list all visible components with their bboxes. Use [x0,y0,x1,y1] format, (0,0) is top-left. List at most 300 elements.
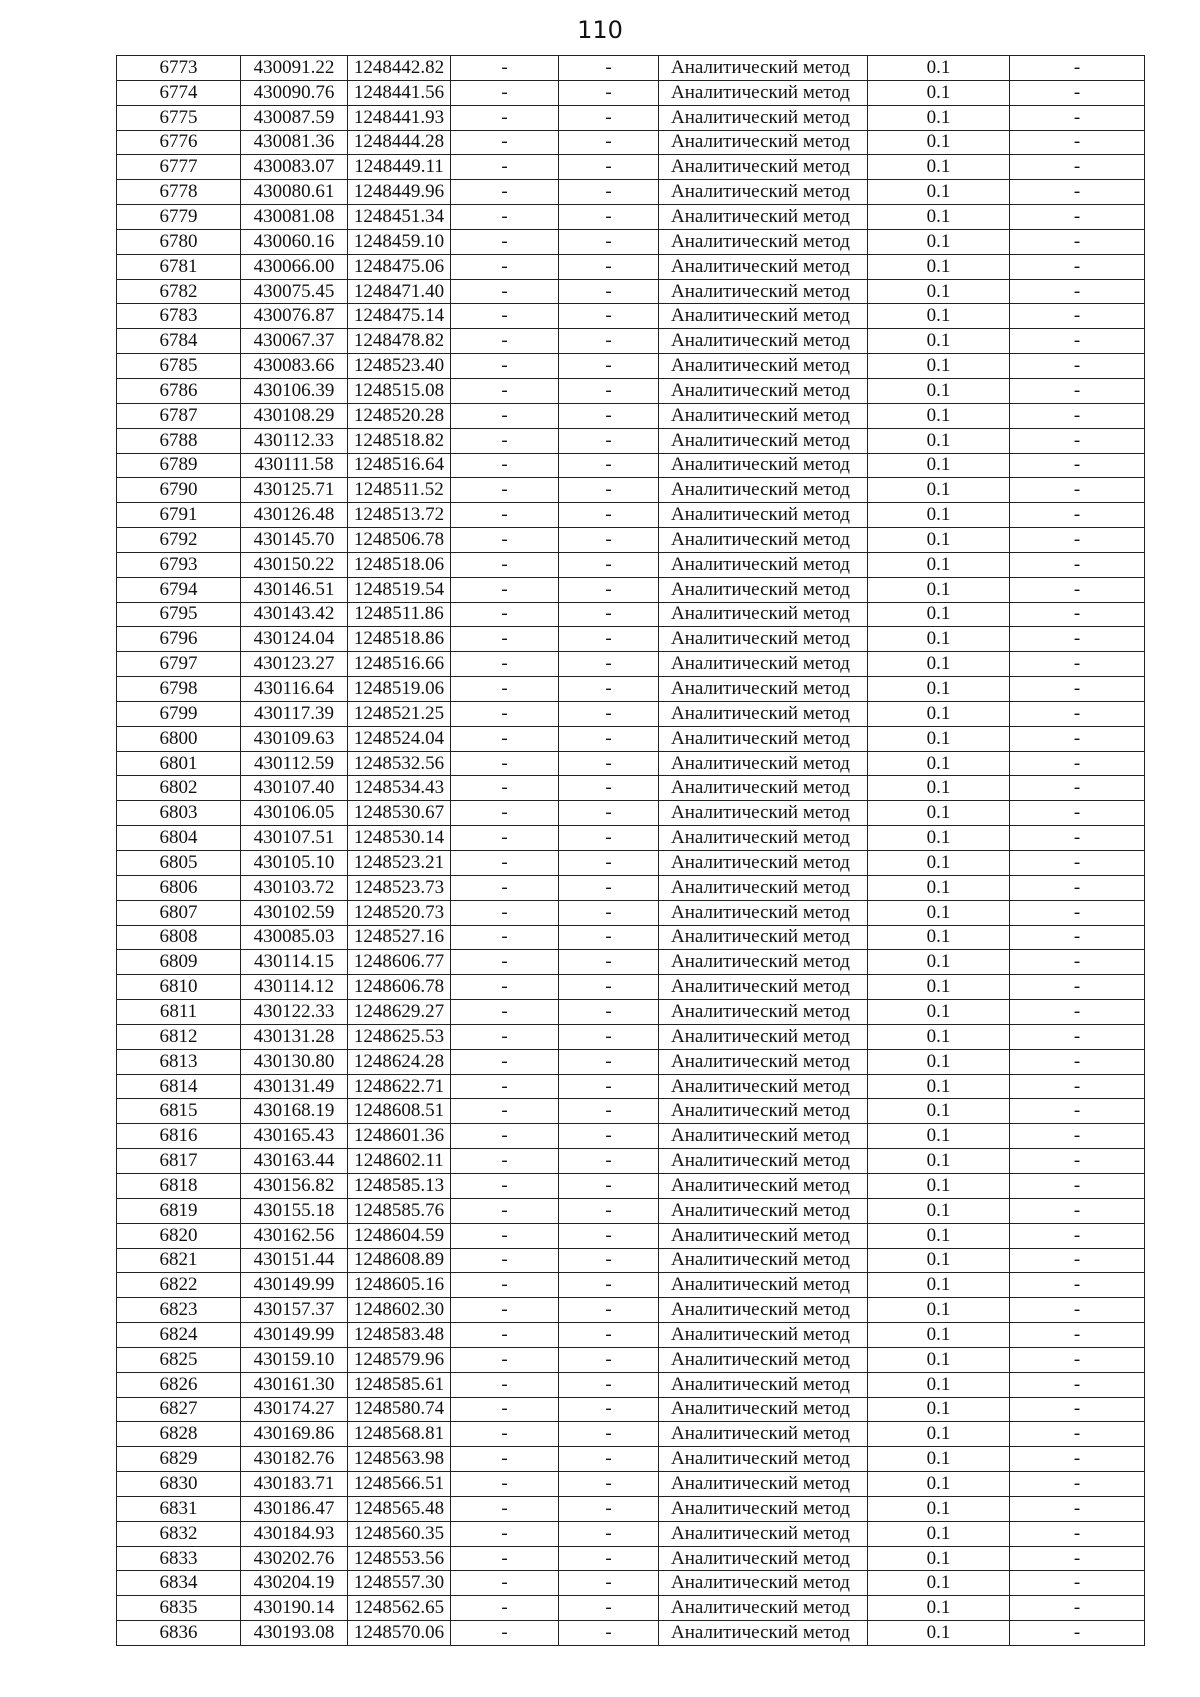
point-number-cell: 6790 [117,478,241,503]
dash-cell: - [559,378,659,403]
dash-cell: - [1010,1099,1145,1124]
dash-cell: - [451,1074,559,1099]
y-coordinate-cell: 1248524.04 [348,726,451,751]
x-coordinate-cell: 430102.59 [241,900,348,925]
accuracy-cell: 0.1 [868,1546,1010,1571]
dash-cell: - [451,925,559,950]
accuracy-cell: 0.1 [868,1472,1010,1497]
y-coordinate-cell: 1248444.28 [348,130,451,155]
accuracy-cell: 0.1 [868,1223,1010,1248]
dash-cell: - [559,602,659,627]
table-row [117,875,1145,900]
dash-cell: - [1010,1173,1145,1198]
dash-cell: - [1010,1223,1145,1248]
table-row [117,1496,1145,1521]
table-row [117,1248,1145,1273]
dash-cell: - [451,577,559,602]
accuracy-cell: 0.1 [868,1149,1010,1174]
x-coordinate-cell: 430190.14 [241,1596,348,1621]
method-cell: Аналитический метод [659,105,868,130]
dash-cell: - [559,56,659,81]
dash-cell: - [1010,378,1145,403]
method-cell: Аналитический метод [659,155,868,180]
dash-cell: - [1010,1149,1145,1174]
x-coordinate-cell: 430149.99 [241,1323,348,1348]
dash-cell: - [559,1372,659,1397]
y-coordinate-cell: 1248442.82 [348,56,451,81]
point-number-cell: 6811 [117,1000,241,1025]
accuracy-cell: 0.1 [868,229,1010,254]
method-cell: Аналитический метод [659,304,868,329]
table-row [117,1198,1145,1223]
dash-cell: - [559,1496,659,1521]
accuracy-cell: 0.1 [868,378,1010,403]
y-coordinate-cell: 1248521.25 [348,701,451,726]
dash-cell: - [451,1521,559,1546]
accuracy-cell: 0.1 [868,1000,1010,1025]
x-coordinate-cell: 430107.51 [241,826,348,851]
table-row [117,205,1145,230]
accuracy-cell: 0.1 [868,80,1010,105]
accuracy-cell: 0.1 [868,1049,1010,1074]
method-cell: Аналитический метод [659,652,868,677]
y-coordinate-cell: 1248604.59 [348,1223,451,1248]
y-coordinate-cell: 1248478.82 [348,329,451,354]
method-cell: Аналитический метод [659,577,868,602]
x-coordinate-cell: 430081.36 [241,130,348,155]
method-cell: Аналитический метод [659,1496,868,1521]
accuracy-cell: 0.1 [868,652,1010,677]
method-cell: Аналитический метод [659,1198,868,1223]
accuracy-cell: 0.1 [868,801,1010,826]
dash-cell: - [451,403,559,428]
point-number-cell: 6774 [117,80,241,105]
method-cell: Аналитический метод [659,677,868,702]
dash-cell: - [1010,1546,1145,1571]
y-coordinate-cell: 1248475.14 [348,304,451,329]
point-number-cell: 6805 [117,851,241,876]
dash-cell: - [1010,1024,1145,1049]
point-number-cell: 6803 [117,801,241,826]
dash-cell: - [559,677,659,702]
y-coordinate-cell: 1248562.65 [348,1596,451,1621]
table-row [117,1223,1145,1248]
table-body [117,56,1145,1646]
y-coordinate-cell: 1248570.06 [348,1621,451,1646]
dash-cell: - [451,1024,559,1049]
point-number-cell: 6827 [117,1397,241,1422]
point-number-cell: 6786 [117,378,241,403]
dash-cell: - [1010,751,1145,776]
y-coordinate-cell: 1248449.11 [348,155,451,180]
method-cell: Аналитический метод [659,1049,868,1074]
table-row [117,627,1145,652]
method-cell: Аналитический метод [659,1248,868,1273]
dash-cell: - [451,701,559,726]
table-row [117,1049,1145,1074]
dash-cell: - [451,851,559,876]
x-coordinate-cell: 430156.82 [241,1173,348,1198]
table-row [117,751,1145,776]
accuracy-cell: 0.1 [868,1248,1010,1273]
dash-cell: - [1010,503,1145,528]
dash-cell: - [1010,652,1145,677]
table-row [117,1397,1145,1422]
accuracy-cell: 0.1 [868,1298,1010,1323]
y-coordinate-cell: 1248516.66 [348,652,451,677]
accuracy-cell: 0.1 [868,726,1010,751]
point-number-cell: 6779 [117,205,241,230]
accuracy-cell: 0.1 [868,1198,1010,1223]
dash-cell: - [559,1323,659,1348]
dash-cell: - [559,80,659,105]
dash-cell: - [451,1546,559,1571]
dash-cell: - [451,776,559,801]
method-cell: Аналитический метод [659,1099,868,1124]
table-row [117,1323,1145,1348]
dash-cell: - [559,1447,659,1472]
point-number-cell: 6804 [117,826,241,851]
x-coordinate-cell: 430075.45 [241,279,348,304]
x-coordinate-cell: 430080.61 [241,180,348,205]
dash-cell: - [451,304,559,329]
y-coordinate-cell: 1248518.06 [348,552,451,577]
dash-cell: - [1010,80,1145,105]
method-cell: Аналитический метод [659,229,868,254]
y-coordinate-cell: 1248516.64 [348,453,451,478]
table-row [117,975,1145,1000]
table-row [117,528,1145,553]
y-coordinate-cell: 1248530.67 [348,801,451,826]
accuracy-cell: 0.1 [868,1273,1010,1298]
x-coordinate-cell: 430131.28 [241,1024,348,1049]
method-cell: Аналитический метод [659,403,868,428]
accuracy-cell: 0.1 [868,279,1010,304]
method-cell: Аналитический метод [659,528,868,553]
dash-cell: - [559,1099,659,1124]
dash-cell: - [451,528,559,553]
dash-cell: - [451,1347,559,1372]
accuracy-cell: 0.1 [868,875,1010,900]
dash-cell: - [451,378,559,403]
y-coordinate-cell: 1248624.28 [348,1049,451,1074]
dash-cell: - [1010,1521,1145,1546]
x-coordinate-cell: 430161.30 [241,1372,348,1397]
x-coordinate-cell: 430108.29 [241,403,348,428]
point-number-cell: 6814 [117,1074,241,1099]
accuracy-cell: 0.1 [868,776,1010,801]
accuracy-cell: 0.1 [868,975,1010,1000]
dash-cell: - [1010,279,1145,304]
accuracy-cell: 0.1 [868,304,1010,329]
dash-cell: - [559,701,659,726]
accuracy-cell: 0.1 [868,180,1010,205]
point-number-cell: 6834 [117,1571,241,1596]
table-row [117,1521,1145,1546]
point-number-cell: 6836 [117,1621,241,1646]
table-row [117,155,1145,180]
dash-cell: - [451,180,559,205]
point-number-cell: 6810 [117,975,241,1000]
dash-cell: - [559,155,659,180]
table-row [117,354,1145,379]
accuracy-cell: 0.1 [868,1024,1010,1049]
dash-cell: - [1010,627,1145,652]
accuracy-cell: 0.1 [868,627,1010,652]
dash-cell: - [451,1273,559,1298]
table-row [117,478,1145,503]
dash-cell: - [451,652,559,677]
table-row [117,900,1145,925]
x-coordinate-cell: 430060.16 [241,229,348,254]
dash-cell: - [1010,478,1145,503]
dash-cell: - [559,229,659,254]
x-coordinate-cell: 430168.19 [241,1099,348,1124]
accuracy-cell: 0.1 [868,1447,1010,1472]
point-number-cell: 6781 [117,254,241,279]
dash-cell: - [559,528,659,553]
dash-cell: - [451,105,559,130]
method-cell: Аналитический метод [659,875,868,900]
dash-cell: - [451,1198,559,1223]
table-row [117,1546,1145,1571]
dash-cell: - [1010,1422,1145,1447]
point-number-cell: 6808 [117,925,241,950]
y-coordinate-cell: 1248519.06 [348,677,451,702]
dash-cell: - [559,279,659,304]
point-number-cell: 6776 [117,130,241,155]
point-number-cell: 6825 [117,1347,241,1372]
point-number-cell: 6831 [117,1496,241,1521]
y-coordinate-cell: 1248520.73 [348,900,451,925]
dash-cell: - [1010,875,1145,900]
point-number-cell: 6812 [117,1024,241,1049]
x-coordinate-cell: 430163.44 [241,1149,348,1174]
table-row [117,80,1145,105]
table-row [117,776,1145,801]
dash-cell: - [451,1099,559,1124]
y-coordinate-cell: 1248511.52 [348,478,451,503]
point-number-cell: 6802 [117,776,241,801]
x-coordinate-cell: 430146.51 [241,577,348,602]
x-coordinate-cell: 430122.33 [241,1000,348,1025]
dash-cell: - [1010,677,1145,702]
method-cell: Аналитический метод [659,627,868,652]
y-coordinate-cell: 1248605.16 [348,1273,451,1298]
x-coordinate-cell: 430182.76 [241,1447,348,1472]
dash-cell: - [559,1521,659,1546]
point-number-cell: 6789 [117,453,241,478]
table-row [117,428,1145,453]
dash-cell: - [559,1621,659,1646]
accuracy-cell: 0.1 [868,503,1010,528]
dash-cell: - [1010,1596,1145,1621]
dash-cell: - [451,205,559,230]
x-coordinate-cell: 430165.43 [241,1124,348,1149]
dash-cell: - [559,1273,659,1298]
dash-cell: - [451,453,559,478]
method-cell: Аналитический метод [659,1124,868,1149]
method-cell: Аналитический метод [659,552,868,577]
method-cell: Аналитический метод [659,1621,868,1646]
dash-cell: - [559,1347,659,1372]
point-number-cell: 6822 [117,1273,241,1298]
dash-cell: - [451,900,559,925]
x-coordinate-cell: 430155.18 [241,1198,348,1223]
x-coordinate-cell: 430204.19 [241,1571,348,1596]
dash-cell: - [451,130,559,155]
dash-cell: - [1010,577,1145,602]
dash-cell: - [559,652,659,677]
accuracy-cell: 0.1 [868,56,1010,81]
x-coordinate-cell: 430114.12 [241,975,348,1000]
dash-cell: - [451,1173,559,1198]
method-cell: Аналитический метод [659,950,868,975]
dash-cell: - [1010,602,1145,627]
accuracy-cell: 0.1 [868,602,1010,627]
dash-cell: - [451,56,559,81]
table-row [117,1024,1145,1049]
point-number-cell: 6778 [117,180,241,205]
accuracy-cell: 0.1 [868,205,1010,230]
dash-cell: - [559,925,659,950]
table-row [117,1422,1145,1447]
dash-cell: - [451,552,559,577]
y-coordinate-cell: 1248441.93 [348,105,451,130]
table-row [117,378,1145,403]
method-cell: Аналитический метод [659,801,868,826]
dash-cell: - [559,1024,659,1049]
accuracy-cell: 0.1 [868,254,1010,279]
y-coordinate-cell: 1248530.14 [348,826,451,851]
table-row [117,1571,1145,1596]
dash-cell: - [1010,1273,1145,1298]
method-cell: Аналитический метод [659,1571,868,1596]
dash-cell: - [451,1000,559,1025]
dash-cell: - [1010,304,1145,329]
x-coordinate-cell: 430081.08 [241,205,348,230]
dash-cell: - [559,105,659,130]
x-coordinate-cell: 430123.27 [241,652,348,677]
y-coordinate-cell: 1248523.21 [348,851,451,876]
y-coordinate-cell: 1248506.78 [348,528,451,553]
dash-cell: - [559,1049,659,1074]
y-coordinate-cell: 1248585.61 [348,1372,451,1397]
method-cell: Аналитический метод [659,701,868,726]
dash-cell: - [1010,801,1145,826]
dash-cell: - [1010,254,1145,279]
accuracy-cell: 0.1 [868,1596,1010,1621]
y-coordinate-cell: 1248579.96 [348,1347,451,1372]
y-coordinate-cell: 1248585.76 [348,1198,451,1223]
y-coordinate-cell: 1248563.98 [348,1447,451,1472]
point-number-cell: 6780 [117,229,241,254]
dash-cell: - [559,130,659,155]
dash-cell: - [1010,155,1145,180]
x-coordinate-cell: 430117.39 [241,701,348,726]
y-coordinate-cell: 1248532.56 [348,751,451,776]
point-number-cell: 6806 [117,875,241,900]
accuracy-cell: 0.1 [868,677,1010,702]
dash-cell: - [451,354,559,379]
dash-cell: - [451,1149,559,1174]
dash-cell: - [559,1149,659,1174]
y-coordinate-cell: 1248608.51 [348,1099,451,1124]
x-coordinate-cell: 430076.87 [241,304,348,329]
point-number-cell: 6817 [117,1149,241,1174]
y-coordinate-cell: 1248515.08 [348,378,451,403]
x-coordinate-cell: 430202.76 [241,1546,348,1571]
y-coordinate-cell: 1248519.54 [348,577,451,602]
x-coordinate-cell: 430116.64 [241,677,348,702]
method-cell: Аналитический метод [659,1273,868,1298]
table-row [117,950,1145,975]
table-row [117,801,1145,826]
table-row [117,180,1145,205]
dash-cell: - [1010,776,1145,801]
dash-cell: - [1010,130,1145,155]
dash-cell: - [559,1546,659,1571]
point-number-cell: 6796 [117,627,241,652]
accuracy-cell: 0.1 [868,403,1010,428]
dash-cell: - [559,1596,659,1621]
accuracy-cell: 0.1 [868,1099,1010,1124]
table-row [117,503,1145,528]
dash-cell: - [559,1173,659,1198]
method-cell: Аналитический метод [659,1596,868,1621]
method-cell: Аналитический метод [659,975,868,1000]
dash-cell: - [1010,528,1145,553]
dash-cell: - [1010,826,1145,851]
dash-cell: - [559,950,659,975]
table-row [117,403,1145,428]
y-coordinate-cell: 1248608.89 [348,1248,451,1273]
x-coordinate-cell: 430159.10 [241,1347,348,1372]
y-coordinate-cell: 1248523.40 [348,354,451,379]
dash-cell: - [451,1596,559,1621]
point-number-cell: 6783 [117,304,241,329]
accuracy-cell: 0.1 [868,1372,1010,1397]
method-cell: Аналитический метод [659,279,868,304]
dash-cell: - [1010,1323,1145,1348]
dash-cell: - [559,851,659,876]
x-coordinate-cell: 430103.72 [241,875,348,900]
dash-cell: - [451,428,559,453]
accuracy-cell: 0.1 [868,552,1010,577]
point-number-cell: 6826 [117,1372,241,1397]
dash-cell: - [451,801,559,826]
point-number-cell: 6820 [117,1223,241,1248]
point-number-cell: 6791 [117,503,241,528]
dash-cell: - [1010,56,1145,81]
table-row [117,1372,1145,1397]
accuracy-cell: 0.1 [868,577,1010,602]
method-cell: Аналитический метод [659,851,868,876]
dash-cell: - [1010,1447,1145,1472]
x-coordinate-cell: 430106.05 [241,801,348,826]
table-row [117,1124,1145,1149]
point-number-cell: 6832 [117,1521,241,1546]
table-row [117,304,1145,329]
method-cell: Аналитический метод [659,1397,868,1422]
point-number-cell: 6828 [117,1422,241,1447]
y-coordinate-cell: 1248625.53 [348,1024,451,1049]
method-cell: Аналитический метод [659,1447,868,1472]
dash-cell: - [1010,1571,1145,1596]
x-coordinate-cell: 430087.59 [241,105,348,130]
accuracy-cell: 0.1 [868,751,1010,776]
dash-cell: - [1010,1074,1145,1099]
